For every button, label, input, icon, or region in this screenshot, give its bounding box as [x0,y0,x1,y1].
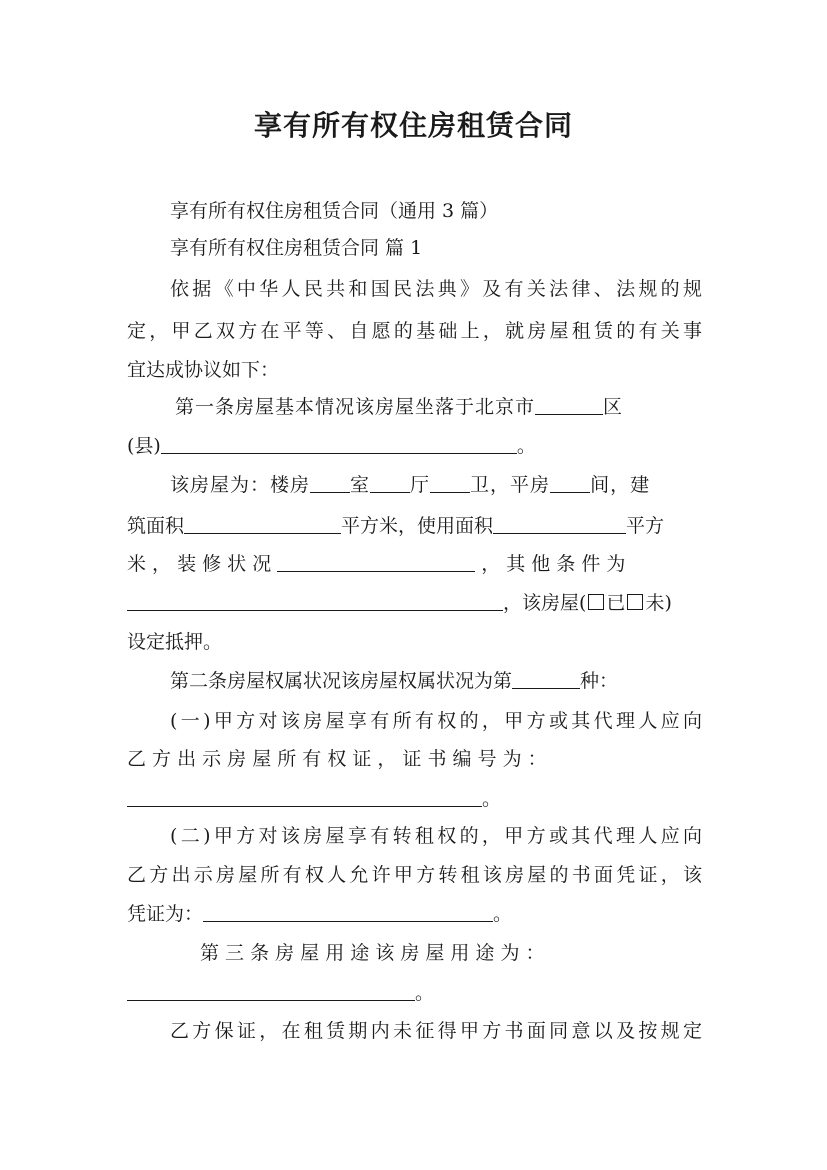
document-title: 享有所有权住房租赁合同 [253,109,573,142]
checkbox-icon [588,594,604,610]
intro-line-3: 宜达成协议如下： [127,359,280,381]
article-3-line-1: 第 三 条 房 屋 用 途 该 房 屋 用 途 为 ： [200,942,545,964]
county-blank [161,433,517,454]
article-3-line-2: 。 [127,980,702,1006]
article-1-line-7: 设定抵押。 [127,631,223,653]
checkbox-icon [627,594,643,610]
article-1-line-1: 第一条房屋基本情况该房屋坐落于北京市 区 [175,396,624,418]
article-1-line-4: 筑面积 平方米，使用面积 平方 [127,515,665,537]
document-subtitle: 享有所有权住房租赁合同（通用 3 篇） [170,200,499,222]
article-3-line-3: 乙方保证，在租赁期内未征得甲方书面同意以及按规定 [170,1020,702,1042]
intro-line-2: 定，甲乙双方在平等、自愿的基础上，就房屋租赁的有关事 [127,320,702,342]
intro-line-1: 依据《中华人民共和国民法典》及有关法律、法规的规 [170,278,702,300]
article-1-line-6: ，该房屋( 已 未) [127,590,702,616]
article-1-line-2: (县) 。 [127,435,536,457]
section-heading: 享有所有权住房租赁合同 篇 1 [170,237,423,259]
article-1-line-3: 该房屋为：楼房 室 厅 卫，平房 间，建 [170,474,651,496]
article-2-para-1-line-2: 乙 方 出 示 房 屋 所 有 权 证 ， 证 书 编 号 为 ： [127,748,547,770]
article-2-line-1: 第二条房屋权属状况该房屋权属状况为第 种： [170,670,619,692]
article-2-para-2-line-2: 乙方出示房屋所有权人允许甲方转租该房屋的书面凭证，该 [127,864,702,886]
article-1-line-5: 米 ， 装 修 状 况 ， 其 他 条 件 为 [127,553,626,575]
article-2-para-1-line-3: 。 [127,786,702,812]
usage-blank [127,980,415,1001]
district-blank [535,394,603,415]
article-2-para-2-line-1: (二)甲方对该房屋享有转租权的，甲方或其代理人应向 [170,825,702,847]
article-2-para-1-line-1: (一)甲方对该房屋享有所有权的，甲方或其代理人应向 [170,710,702,732]
article-2-para-2-line-3: 凭证为： 。 [127,903,513,925]
certificate-number-blank [127,786,482,807]
